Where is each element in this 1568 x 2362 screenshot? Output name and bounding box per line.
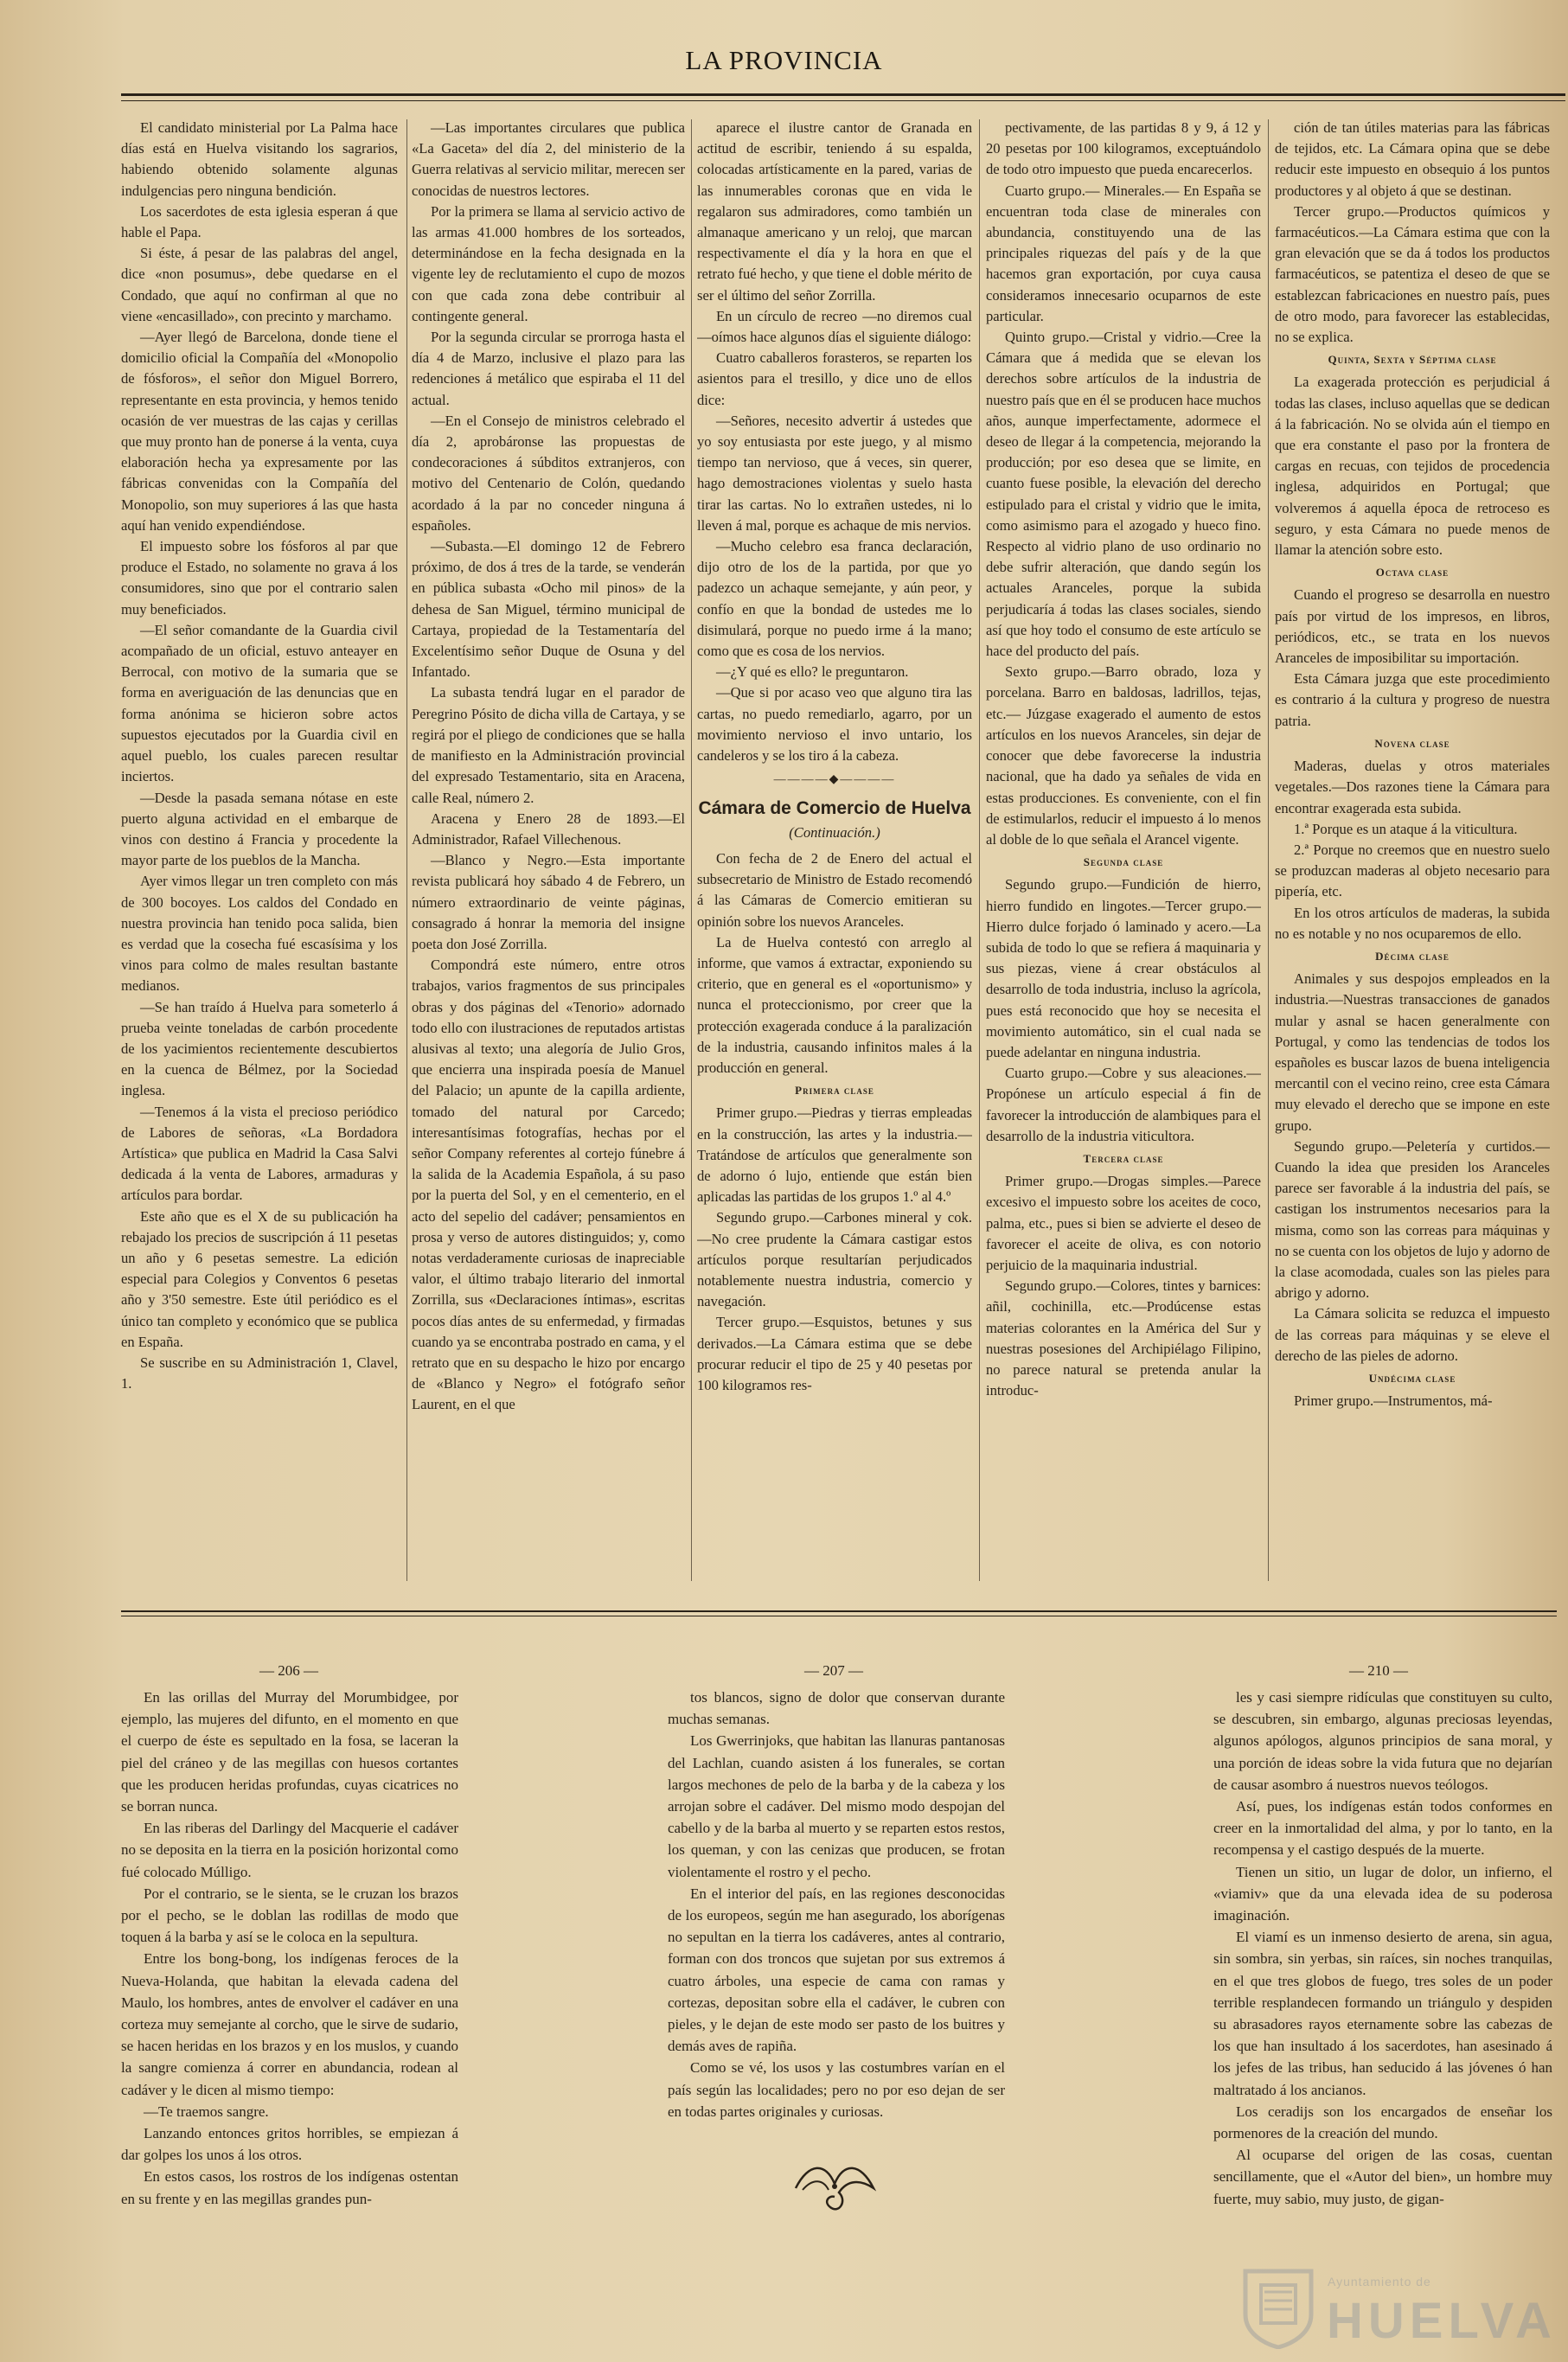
column-5-paragraphs-2: [1275, 372, 1550, 560]
column-separator: [406, 119, 407, 1581]
paragraph: Ayer vimos llegar un tren completo con más de 300 bocoyes. Los caldos del Condado en nuestra provincia han tenido poca salida, bien es verdad que la cosecha fué escasísima y los vinos para colmo de males resultan bastante medianos.: [121, 873, 398, 995]
paragraph: Sexto grupo.—Barro obrado, loza y porcelana. Barro en baldosas, ladrillos, tejas, etc.— Júzgase exagerado el aumento de estos artículos en los nuevos Aranceles, sin dejar de conocer que debe favorecerse la industria nacional, que ha dado ya señales de vida en estas producciones. Es conveniente, con el fin de estimularlos, reducir el impuesto á lo menos al doble de lo que señala el Arancel vigente.: [986, 663, 1261, 848]
column-separator: [979, 119, 980, 1581]
section-subtitle: (Continuación.): [789, 823, 880, 841]
paragraph: La exagerada protección es perjudicial á todas las clases, incluso aquellas que se dedican á la fabricación. No se olvida aún el tiempo en que era constante el paso por la frontera de cargas en recuas, con tejidos de procedencia inglesa, adquiridos en Portugal; que volveremos á aquella época de retroceso es seguro, y esta Cámara no puede menos de llamar la atención sobre esto.: [1275, 374, 1550, 559]
column-3-paragraphs-3: [697, 1103, 972, 1396]
page-number: — 210 —: [1349, 1662, 1408, 1679]
paragraph: Con fecha de 2 de Enero del actual el subsecretario de Ministro de Estado recomendó á las Cámaras de Comercio emitieran su opinión sobre los nuevos Aranceles.: [697, 849, 972, 930]
paragraph: El impuesto sobre los fósforos al par que produce el Estado, no solamente no grava á los consumidores, sino que por el contrario salen muy beneficiados.: [121, 538, 398, 618]
column-4-paragraphs-3: [986, 1171, 1261, 1401]
paragraph: La Cámara solicita se reduzca el impuesto de las correas para máquinas y se eleve el derecho de las pieles de adorno.: [1275, 1305, 1550, 1364]
column-5-paragraphs-5: [1275, 969, 1550, 1367]
paragraph: Los ceradijs son los encargados de enseñar los pormenores de la creación del mundo.: [1213, 2103, 1552, 2142]
column-5-paragraphs-3: [1275, 585, 1550, 731]
paragraph: El candidato ministerial por La Palma hace días está en Huelva visitando los sagrarios, habiendo obtenido solamente algunas indulgencias pero ninguna bendición.: [121, 119, 398, 199]
column-5-paragraphs: [1275, 118, 1550, 348]
paragraph: Segundo grupo.—Peletería y curtidos.—Cuando la idea que presiden los Aranceles parece ser favorable á la industria del país, se castigan los instrumentos necesarios para la misma, como son las correas para máquinas y no se cuenta con los objetos de lujo y adorno de la clase acomodada, cuales son las pieles para abrigo y adorno.: [1275, 1137, 1550, 1302]
paragraph: Primer grupo.—Instrumentos, má-: [1294, 1392, 1493, 1410]
paragraph: Lanzando entonces gritos horribles, se empiezan á dar golpes los unos á los otros.: [121, 2125, 458, 2164]
column-5-paragraphs-6: [1275, 1391, 1550, 1411]
column-5: [1275, 118, 1550, 1588]
paragraph: Primer grupo.—Drogas simples.—Parece excesivo el impuesto sobre los aceites de coco, palma, etc., pues si bien se advierte el deseo de favorecer el aceite de oliva, es con notorio perjuicio de la maquinaria industrial.: [986, 1173, 1261, 1273]
paragraph: En las orillas del Murray del Morumbidgee, por ejemplo, las mujeres del difunto, en el momento en que el cuerpo de éste es sepultado en la fosa, se laceran la piel del cráneo y de las megillas con huesos cortantes que les producen heridas profundas, cuyas cicatrices no se borran nunca.: [121, 1689, 458, 1815]
paragraph: Cuatro caballeros forasteros, se reparten los asientos para el tresillo, y dice uno de ellos dice:: [697, 349, 972, 408]
serial-page-210: [1213, 1687, 1552, 2292]
paragraph: Así, pues, los indígenas están todos conformes en creer en la inmortalidad del alma, y por lo tanto, en la recompensa y el castigo después de la muerte.: [1213, 1798, 1552, 1859]
archive-watermark: [1237, 2266, 1557, 2352]
paragraph: Quinto grupo.—Cristal y vidrio.—Cree la Cámara que á medida que se elevan los derechos sobre artículos de la industria de nuestro país que en él se producen hace muchos años, aunque imperfectamente, adormece el deseo de llegar á la competencia, mejorando la producción; por eso desea que se limite, en cuanto fuese posible, la elevación del derecho estipulado para el cristal y vidrio que le imita, como asimismo para el azogado y hueco fino. Respecto al vidrio plano de uso ordinario no debe sufrir alteración, que dando según los actuales Aranceles, porque la subida perjudicaría á todas las clases sociales, siendo así que hoy todo el consumo de este artículo se hace del producto del país.: [986, 329, 1261, 660]
paragraph: —¿Y qué es ello? le preguntaron.: [716, 663, 909, 681]
paragraph: Maderas, duelas y otros materiales vegetales.—Dos razones tiene la Cámara para encontrar exagerada esta subida.: [1275, 758, 1550, 816]
paragraph: Tercer grupo.—Productos químicos y farmacéuticos.—La Cámara estima que con la gran elevación que se da á todos los productos farmacéuticos, se patentiza el deseo de que se establezcan fabricaciones en nuestro país, pues de otro modo, para favorecer las establecidas, no se explica.: [1275, 202, 1550, 346]
paragraph: 2.ª Porque no creemos que en nuestro suelo se produzcan maderas al objeto necesario para pipería, etc.: [1275, 841, 1550, 900]
paragraph: Los Gwerrinjoks, que habitan las llanuras pantanosas del Lachlan, cuando asisten á los funerales, se cortan largos mechones de pelo de la barba y de la cabeza y los arrojan sobre el cadáver. Del mismo modo despojan del cabello y de la barba al muerto y se reparten estos restos, los queman, y con las cenizas que producen, se frotan violentamente el rostro y el pecho.: [668, 1732, 1005, 1880]
paragraph: Como se vé, los usos y las costumbres varían en el país según las localidades; pero no por eso dejan de ser en todas partes originales y curiosas.: [668, 2059, 1005, 2120]
column-separator: [691, 119, 692, 1581]
column-3: [697, 118, 972, 1588]
paragraph: 1.ª Porque es un ataque á la viticultura.: [1294, 820, 1518, 837]
paragraph: Aracena y Enero 28 de 1893.—El Administrador, Rafael Villechenous.: [412, 810, 685, 848]
paragraph: El viamí es un inmenso desierto de arena, sin agua, sin sombra, sin yerbas, sin raíces, sin noches tranquilas, en el que tres globos de fuego, tres soles de un poder terrible resplandecen formando un triángulo y despiden su abrasadores rayos eternamente sobre las cabezas de los que han insultado á los sacerdotes, han asesinado á los jefes de las tribus, han seducido á las jóvenes ó han maltratado á los ancianos.: [1213, 1929, 1552, 2098]
paragraph: Segundo grupo.—Colores, tintes y barnices: añil, cochinilla, etc.—Prodúcense estas materias colorantes en la América del Sur y nuestras posesiones del Archipiélago Filipino, no parece natural se pretenda anular la introduc-: [986, 1277, 1261, 1399]
paragraph: Segundo grupo.—Carbones mineral y cok.—No cree prudente la Cámara castigar estos artículos porque resultarían perjudicados notablemente nuestra industria, comercio y navegación.: [697, 1209, 972, 1310]
serial-page-207-paragraphs: [668, 1687, 1005, 2122]
paragraph: Esta Cámara juzga que este procedimiento es contrario á la cultura y progreso de nuestra patria.: [1275, 670, 1550, 729]
class-heading: Segunda clase: [1083, 855, 1164, 869]
paragraph: Los sacerdotes de esta iglesia esperan á que hable el Papa.: [121, 202, 398, 241]
column-4-paragraphs-2: [986, 874, 1261, 1147]
page-number: — 207 —: [804, 1662, 863, 1679]
lower-section-rule: [121, 1610, 1557, 1612]
paragraph: Segundo grupo.—Fundición de hierro, hierro fundido en lingotes.—Tercer grupo.—Hierro dulce forjado ó laminado y acero.—La subida de todo lo que se refiera á maquinaria y sus piezas, viene á crear obstáculos al desarrollo de toda industria, incluso la agrícola, pues está reconocido que hoy se necesita el movimiento automático, sin el cual nada se puede adelantar en ninguna industria.: [986, 876, 1261, 1060]
paragraph: —Blanco y Negro.—Esta importante revista publicará hoy sábado 4 de Febrero, un número extraordinario de veinte páginas, consagrado á honrar la memoria del insigne poeta don José Zorrilla.: [412, 852, 685, 952]
section-title: Cámara de Comercio de Huelva: [698, 797, 971, 818]
paragraph: —Mucho celebro esa franca declaración, dijo otro de los de la partida, por que yo padezco un achaque semejante, y aún peor, y confío en que la bondad de ustedes me lo disimulará, porque no puedo irme á la mano; como que es cosa de los nervios.: [697, 538, 972, 660]
paragraph: les y casi siempre ridículas que constituyen su culto, se descubren, sin embargo, algunas preciosas leyendas, algunos apólogos, algunos principios de sana moral, y una porción de ideas sobre la vida futura que no dejarían de causar asombro á nuestros nuevos teólogos.: [1213, 1689, 1552, 1793]
paragraph: La de Huelva contestó con arreglo al informe, que vamos á extractar, exponiendo su criterio, que en general es el «oportunismo» y nunca el proteccionismo, por creer que la protección exagerada conduce á la paralización de la industria, causando infinitos males á la producción en general.: [697, 933, 972, 1076]
paragraph: En el interior del país, en las regiones desconocidas de los europeos, según me han asegurado, los aborígenas no sepultan en la tierra los cadáveres, antes al contrario, forman con dos troncos que sujetan por sus extremos á cuatro árboles, una especie de cama con ramas y cortezas, depositan sobre ella el cadáver, le cubren con pieles, y le dejan de este modo ser pasto de los buitres y demás aves de rapiña.: [668, 1885, 1005, 2055]
page-number: — 206 —: [259, 1662, 318, 1679]
paragraph: —Señores, necesito advertir á ustedes que yo soy entusiasta por este juego, y al mismo tiempo tan nervioso, que á veces, sin querer, hago demostraciones violentas y suelo hasta tirar las cartas. No lo extrañen ustedes, ni lo lleven á mal, porque es achaque de mis nervios.: [697, 412, 972, 534]
paragraph: En las riberas del Darlingy del Macquerie el cadáver no se deposita en la tierra en la posición horizontal como fué colocado Múlligo.: [121, 1820, 458, 1880]
paragraph: Cuarto grupo.— Minerales.— En España se encuentran toda clase de minerales con abundancia, constituyendo una de las principales riquezas del país y de la que hacemos gran exportación, por cuya causa consideramos innecesario ocuparnos de este particular.: [986, 182, 1261, 324]
paragraph: pectivamente, de las partidas 8 y 9, á 12 y 20 pesetas por 100 kilogramos, exceptuándolo de todo otro impuesto que pueda encarecerlos.: [986, 119, 1261, 178]
column-4: [986, 118, 1261, 1588]
class-heading: Décima clase: [1375, 949, 1450, 963]
column-3-paragraphs-2: [697, 848, 972, 1079]
paragraph: En estos casos, los rostros de los indígenas ostentan en su frente y en las megillas grandes pun-: [121, 2168, 458, 2207]
paragraph: ción de tan útiles materias para las fábricas de tejidos, etc. La Cámara opina que se debe reducir este impuesto en obsequio á los puntos productores y al objeto á que se destinan.: [1275, 119, 1550, 199]
column-4-paragraphs: [986, 118, 1261, 850]
paragraph: Entre los bong-bong, los indígenas feroces de la Nueva-Holanda, que habitan la elevada cadena del Maulo, los hombres, antes de envolver el cadáver en una corteza muy semejante al corcho, que le sirve de sudario, se hacen heridas en los brazos y en los muslos, y cuando la sangre comienza á correr en abundancia, rodean al cadáver y le dicen al mismo tiempo:: [121, 1950, 458, 2098]
paragraph: —Ayer llegó de Barcelona, donde tiene el domicilio oficial la Compañía del «Monopolio de fósforos», el señor don Miguel Borrero, representante en esta provincia, y hemos tenido ocasión de ver muestras de las cajas y cerillas que muy pronto han de ponerse á la venta, cuya elaboración hecha ya expresamente por las fábricas convenidas con la Compañía del Monopolio, son muy superiores á las que hasta aquí han venido expendiéndose.: [121, 329, 398, 534]
paragraph: Si éste, á pesar de las palabras del angel, dice «non posumus», debe quedarse en el Condado, que aquí no confirman al que no viene «encasillado», con precinto y marchamo.: [121, 245, 398, 324]
watermark-line-1: Ayuntamiento de: [1328, 2275, 1431, 2288]
paragraph: —Que si por acaso veo que alguno tira las cartas, no puedo remediarlo, agarro, por un movimiento nervioso el invo untario, los candeleros y se los tiro á la cabeza.: [697, 684, 972, 765]
serial-page-210-paragraphs: [1213, 1687, 1552, 2210]
paragraph: Se suscribe en su Administración 1, Clavel, 1.: [121, 1354, 398, 1392]
paragraph: Tienen un sitio, un lugar de dolor, un infierno, el «viamiv» que da una elevada idea de su poderosa imaginación.: [1213, 1863, 1552, 1924]
paragraph: Tercer grupo.—Esquistos, betunes y sus derivados.—La Cámara estima que se debe procurar reducir el tipo de 25 y 40 pesetas por 100 kilogramos res-: [697, 1314, 972, 1393]
paragraph: tos blancos, signo de dolor que conservan durante muchas semanas.: [668, 1689, 1005, 1728]
paragraph: La subasta tendrá lugar en el parador de Peregrino Pósito de dicha villa de Cartaya, y se regirá por el pliego de condiciones que se halla de manifiesto en la Administración provincial del expresado Testamentario, sita en Aracena, calle Real, número 2.: [412, 684, 685, 806]
paragraph: —El señor comandante de la Guardia civil acompañado de un oficial, estuvo anteayer en Berrocal, con motivo de la sumaria que se forma en averiguación de las denuncias que en forma anónima se hicieron sobre actos supuestos ejecutados por la Guardia civil en aquel pueblo, los cuales parecen resultar inciertos.: [121, 621, 398, 785]
column-1-paragraphs: [121, 118, 398, 1394]
class-heading: Tercera clase: [1083, 1151, 1164, 1165]
paragraph: —Las importantes circulares que publica «La Gaceta» del día 2, del ministerio de la Guerra relativas al servicio militar, merecen ser conocidas de nuestros lectores.: [412, 119, 685, 199]
paragraph: Al ocuparse del origen de las cosas, cuentan sencillamente, que el «Autor del bien», un hombre muy fuerte, muy sabio, muy justo, de gigan-: [1213, 2147, 1552, 2207]
paragraph: Compondrá este número, entre otros trabajos, varios fragmentos de sus principales obras y dos páginas del «Tenorio» adornado todo ello con ilustraciones de reputados artistas alusivas al texto; una alegoría de Julio Gros, que encierra una inspirada poesía de Manuel del Palacio; un apunte de la capilla ardiente, tomado del natural por Carcedo; interesantísimas fotografías, hechas por el señor Company referentes al cortejo fúnebre á la salida de la Academia Española, á su paso por la puerta del Sol, y en el cementerio, en el acto del sepelio del cadáver; pensamientos en prosa y verso de autores distinguidos; y, como notas verdaderamente curiosas de inapreciable valor, el último trabajo literario del inmortal Zorrilla, sus «Declaraciones íntimas», escritas pocos días antes de su enfermedad, y firmadas cuando ya se encontraba postrado en cama, y el retrato que en su despacho le hizo por encargo de «Blanco y Negro» el fotógrafo señor Laurent, en el que: [412, 957, 685, 1413]
paragraph: En los otros artículos de maderas, la subida no es notable y no nos ocuparemos de ello.: [1275, 904, 1550, 942]
watermark-line-2: HUELVA: [1327, 2293, 1557, 2349]
paragraph: Cuando el progreso se desarrolla en nuestro país por virtud de los impresos, en libros, periódicos, etc., se trata en los nuevos Aranceles de imposibilitar su importación.: [1275, 586, 1550, 667]
column-1: [121, 118, 398, 1588]
paragraph: —Desde la pasada semana nótase en este puerto alguna actividad en el embarque de vinos con destino á Francia y procedente la mayor parte de los pueblos de la Mancha.: [121, 789, 398, 869]
column-2: [412, 118, 685, 1588]
class-heading: Quinta, Sexta y Séptima clase: [1328, 353, 1497, 367]
paragraph: Cuarto grupo.—Cobre y sus aleaciones.—Propónese un artículo especial á fin de favorecer la introducción de alambiques para el desarrollo de la industria viticultora.: [986, 1065, 1261, 1144]
class-heading: Undécima clase: [1368, 1371, 1456, 1385]
crest-icon: [1238, 2266, 1318, 2349]
column-2-paragraphs: [412, 118, 685, 1416]
column-3-paragraphs: [697, 118, 972, 766]
paragraph: Animales y sus despojos empleados en la industria.—Nuestras transacciones de ganados mular y asnal se hacen generalmente con Portugal, y como las tendencias de todos los españoles es buscar lazos de buena inteligencia mercantil con el vecino reino, cree esta Cámara muy elevado el derecho que se impone en este grupo.: [1275, 970, 1550, 1134]
paragraph: aparece el ilustre cantor de Granada en actitud de escribir, teniendo á su espalda, colocadas artísticamente en la pared, varias de las innumerables coronas que en vida le regalaron sus admiradores, como también un almanaque americano y un reloj, que marcan respectivamente el día y la hora en que el retrato fué hecho, y que tiene el doble mérito de ser el último del señor Zorrilla.: [697, 119, 972, 304]
paragraph: —Tenemos á la vista el precioso periódico de Labores de señoras, «La Bordadora Artística» que publica en Madrid la Casa Salvi dedicada á la venta de Labores, armaduras y artículos para bordar.: [121, 1103, 398, 1204]
paragraph: —En el Consejo de ministros celebrado el día 2, aprobáronse las propuestas de condecoraciones á súbditos extranjeros, con motivo del Centenario de Colón, quedando acordado á la par no conceder ninguna á españoles.: [412, 412, 685, 534]
paragraph: —Te traemos sangre.: [144, 2103, 269, 2120]
paragraph: —Subasta.—El domingo 12 de Febrero próximo, de dos á tres de la tarde, se venderán en pública subasta «Ocho mil pinos» de la dehesa de San Miguel, término municipal de Cartaya, propiedad de la Testamentaría del Excelentísimo señor Duque de Osuna y del Infantado.: [412, 538, 685, 681]
class-heading: Octava clase: [1375, 566, 1450, 579]
ornament-vignette-icon: [787, 2154, 882, 2223]
paragraph: Por la primera se llama al servicio activo de las armas 41.000 hombres de los sorteados, determinándose en la fecha designada en la vigente ley de reclutamiento el cupo de mozos con que cada zona debe contribuir al contingente general.: [412, 202, 685, 324]
masthead-title: LA PROVINCIA: [685, 45, 883, 75]
paragraph: Por el contrario, se le sienta, se le cruzan los brazos por el pecho, se le doblan las rodillas de modo que toquen á la barba y así se le coloca en la sepultura.: [121, 1885, 458, 1946]
serial-page-206-paragraphs: [121, 1687, 458, 2210]
class-heading: Primera clase: [795, 1084, 874, 1098]
paragraph: En un círculo de recreo —no diremos cual—oímos hace algunos días el siguiente diálogo:: [697, 307, 972, 346]
masthead-rule-top: [121, 93, 1565, 96]
serial-page-206: [121, 1687, 458, 2292]
paragraph: Este año que es el X de su publicación ha rebajado los precios de suscripción á 11 pesetas un año y 6 pesetas semestre. La edición especial para Colegios y Conventos 6 pesetas año y 3'50 semestre. Este útil periódico es el único tan completo y económico que se publica en España.: [121, 1207, 398, 1350]
paragraph: —Se han traído á Huelva para someterlo á prueba veinte toneladas de carbón procedente de los yacimientos recientemente descubiertos en la cuenca de Bélmez, por la Sociedad inglesa.: [121, 998, 398, 1099]
column-5-paragraphs-4: [1275, 756, 1550, 944]
class-heading: Novena clase: [1374, 736, 1450, 750]
paragraph: Primer grupo.—Piedras y tierras empleadas en la construcción, las artes y la industria.—Tratándose de artículos que generalmente son de adorno ó lujo, entiende que están bien aplicadas las partidas de los grupos 1.º al 4.º: [697, 1104, 972, 1206]
section-ornament: ————◆————: [773, 773, 896, 787]
column-separator: [1268, 119, 1269, 1581]
masthead-rule-bottom: [121, 100, 1565, 101]
paragraph: Por la segunda circular se prorroga hasta el día 4 de Marzo, inclusive el plazo para las redenciones á metálico que espiraba el 11 del actual.: [412, 329, 685, 408]
